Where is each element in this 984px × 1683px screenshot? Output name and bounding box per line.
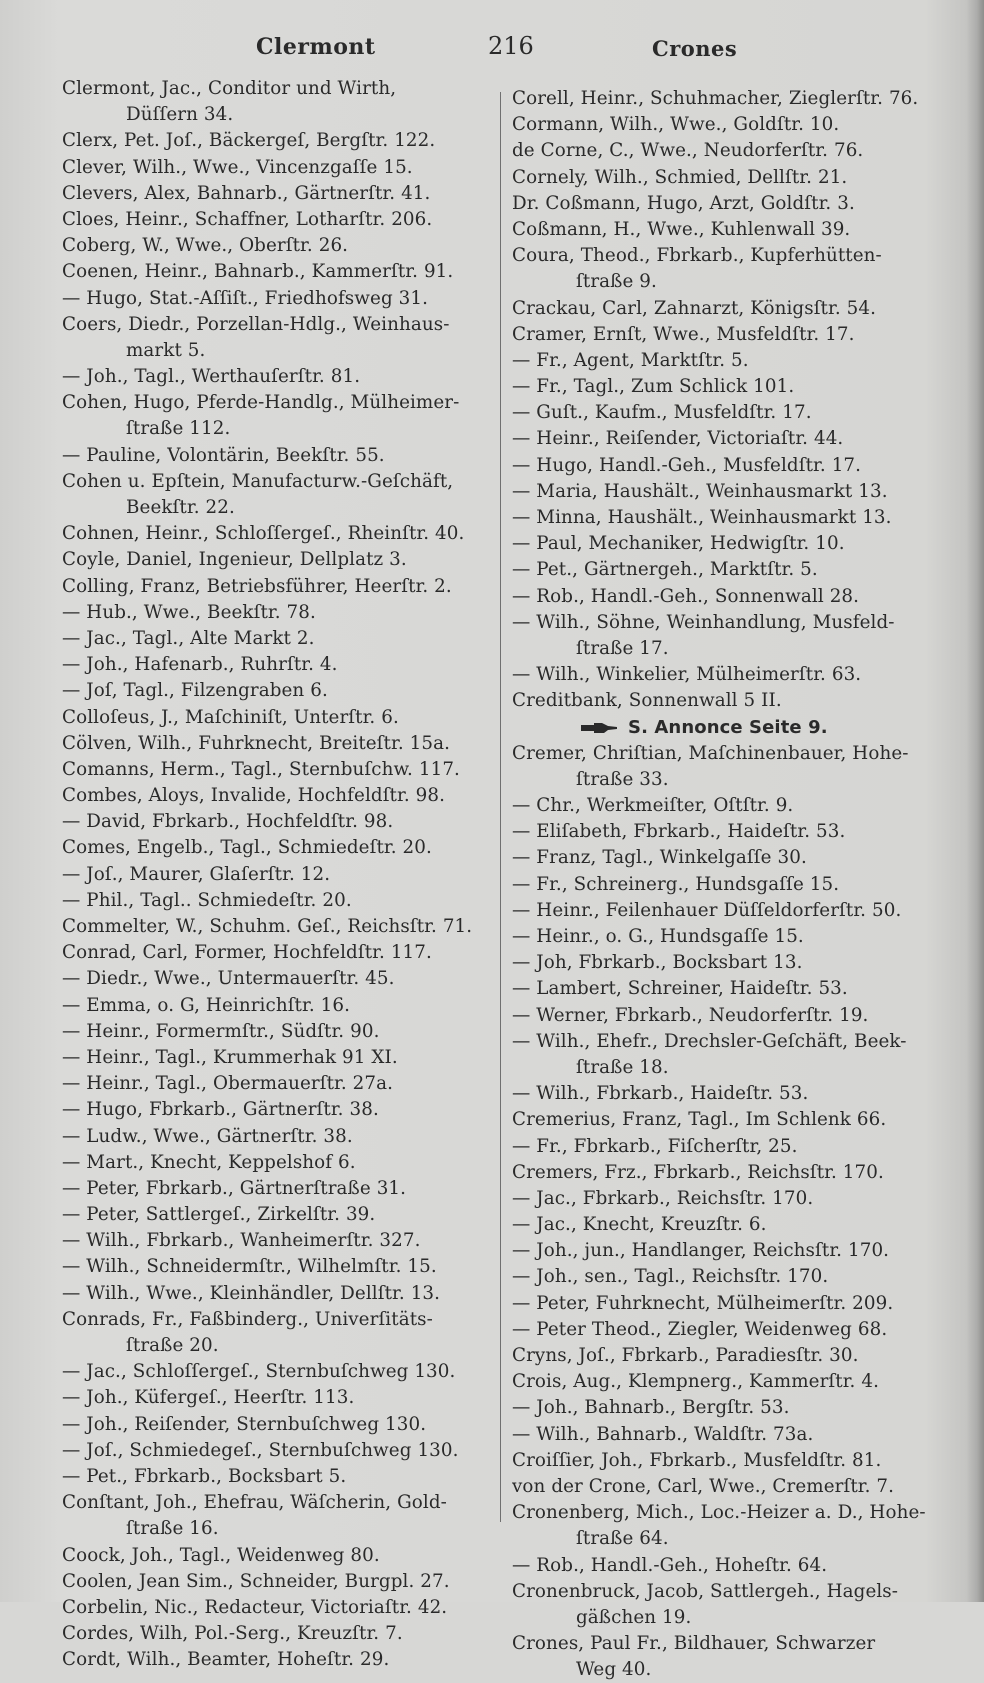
right-entry	[512, 322, 948, 348]
entry-text: — Heinr., Reiſender, Victoriaſtr. 44.	[512, 428, 844, 450]
right-entry	[512, 1448, 948, 1474]
entry-text: — Rob., Handl.-Geh., Hoheſtr. 64.	[512, 1554, 828, 1576]
entry-text: Coßmann, H., Wwe., Kuhlenwall 39.	[512, 218, 851, 240]
entry-text: de Corne, C., Wwe., Neudorferſtr. 76.	[512, 140, 864, 162]
right-entry-continuation	[512, 636, 948, 662]
entry-text: Clermont, Jac., Conditor und Wirth,	[62, 78, 397, 99]
right-entry	[512, 243, 948, 269]
left-entry	[62, 364, 494, 390]
entry-text: — Fr., Agent, Marktſtr. 5.	[512, 349, 749, 371]
entry-text: — Jac., Tagl., Alte Markt 2.	[62, 627, 315, 649]
entry-text: — Joh., Tagl., Werthauſerſtr. 81.	[62, 366, 361, 388]
right-entry	[512, 741, 948, 767]
right-entry	[512, 1081, 948, 1107]
entry-text: Clever, Wilh., Wwe., Vincenzgaſſe 15.	[62, 156, 413, 178]
left-entry	[62, 862, 494, 888]
left-entry	[62, 705, 494, 731]
left-entry	[62, 1412, 494, 1438]
entry-text: — Phil., Tagl.. Schmiedeſtr. 20.	[62, 889, 352, 911]
page-number: 216	[488, 32, 534, 60]
entry-text: — Diedr., Wwe., Untermauerſtr. 45.	[62, 968, 395, 990]
entry-text: — Hugo, Stat.-Aſſiſt., Friedhofsweg 31.	[62, 287, 429, 309]
left-entry	[62, 1071, 494, 1097]
entry-text: — Joſ., Maurer, Glaſerſtr. 12.	[62, 863, 331, 885]
left-entry	[62, 1595, 494, 1621]
entry-text: — Pet., Gärtnergeh., Marktſtr. 5.	[512, 559, 818, 581]
left-entry	[62, 1045, 494, 1071]
right-entry	[512, 1343, 948, 1369]
entry-text: Cremer, Chriſtian, Maſchinenbauer, Hohe-	[512, 742, 909, 764]
right-entry-continuation	[512, 1657, 948, 1683]
left-entry	[62, 1569, 494, 1595]
entry-text: — Wilh., Schneidermſtr., Wilhelmſtr. 15.	[62, 1256, 437, 1278]
right-entry	[512, 1553, 948, 1579]
left-entry	[62, 286, 494, 312]
right-entry	[512, 505, 948, 531]
right-entry	[512, 1317, 948, 1343]
entry-text: Cornely, Wilh., Schmied, Dellſtr. 21.	[512, 166, 848, 188]
entry-text: — Heinr., o. G., Hundsgaſſe 15.	[512, 926, 804, 947]
entry-text: — Wilh., Ehefr., Drechsler-Geſchäft, Beek-	[512, 1030, 907, 1052]
left-entry	[62, 1150, 494, 1176]
entry-text: — Eliſabeth, Fbrkarb., Haideſtr. 53.	[512, 821, 846, 843]
right-entry	[512, 793, 948, 819]
entry-text: Cronenberg, Mich., Loc.-Heizer a. D., Hohe-	[512, 1502, 926, 1524]
right-entry	[512, 1500, 948, 1526]
entry-text: gäßchen 19.	[576, 1606, 692, 1628]
entry-text: — Joh., jun., Handlanger, Reichsſtr. 170.	[512, 1240, 890, 1262]
left-entry-continuation	[62, 1516, 494, 1542]
entry-text: Crois, Aug., Klempnerg., Kammerſtr. 4.	[512, 1371, 880, 1393]
entry-text: — Franz, Tagl., Winkelgaſſe 30.	[512, 847, 807, 869]
right-entry	[512, 924, 948, 950]
left-entry	[62, 259, 494, 285]
right-entry	[512, 165, 948, 191]
entry-text: ſtraße 17.	[576, 637, 669, 659]
right-entry	[512, 1395, 948, 1421]
entry-text: Cloes, Heinr., Schaffner, Lotharſtr. 206.	[62, 208, 433, 230]
entry-text: — Lambert, Schreiner, Haideſtr. 53.	[512, 978, 848, 1000]
header-right-keyword: Crones	[652, 36, 738, 61]
header-left-keyword: Clermont	[256, 34, 376, 60]
entry-text: — Wilh., Bahnarb., Waldſtr. 73a.	[512, 1423, 814, 1445]
right-column	[512, 86, 948, 1683]
right-entry	[512, 872, 948, 898]
left-entry	[62, 1385, 494, 1411]
entry-text: — Ludw., Wwe., Gärtnerſtr. 38.	[62, 1125, 353, 1147]
entry-text: Cordt, Wilh., Beamter, Hoheſtr. 29.	[62, 1649, 390, 1671]
right-entry	[512, 950, 948, 976]
right-entry	[512, 1264, 948, 1290]
entry-text: — Guſt., Kaufm., Musfeldſtr. 17.	[512, 402, 812, 424]
column-divider	[500, 92, 501, 1522]
right-entry	[512, 426, 948, 452]
entry-text: Comes, Engelb., Tagl., Schmiedeſtr. 20.	[62, 837, 432, 859]
right-entry	[512, 531, 948, 557]
right-entry	[512, 1238, 948, 1264]
right-entry	[512, 1107, 948, 1133]
entry-text: Coberg, W., Wwe., Oberſtr. 26.	[62, 235, 349, 257]
entry-text: Coock, Joh., Tagl., Weidenweg 80.	[62, 1544, 380, 1566]
left-entry	[62, 181, 494, 207]
right-entry	[512, 1291, 948, 1317]
entry-text: Dr. Coßmann, Hugo, Arzt, Goldſtr. 3.	[512, 192, 855, 214]
entry-text: Cremers, Frz., Fbrkarb., Reichsſtr. 170.	[512, 1161, 884, 1183]
entry-text: von der Crone, Carl, Wwe., Cremerſtr. 7.	[512, 1475, 895, 1497]
left-entry	[62, 1543, 494, 1569]
entry-text: — Joh, Fbrkarb., Bocksbart 13.	[512, 952, 803, 974]
left-entry	[62, 128, 494, 154]
right-entry	[512, 374, 948, 400]
left-entry	[62, 155, 494, 181]
entry-text: — Pauline, Volontärin, Beekſtr. 55.	[62, 444, 385, 466]
left-entry	[62, 652, 494, 678]
entry-text: Conrad, Carl, Former, Hochfeldſtr. 117.	[62, 942, 432, 964]
left-entry	[62, 1438, 494, 1464]
entry-text: Coyle, Daniel, Ingenieur, Dellplatz 3.	[62, 549, 407, 571]
left-entry	[62, 207, 494, 233]
left-entry	[62, 1254, 494, 1280]
left-entry	[62, 835, 494, 861]
right-entry	[512, 1160, 948, 1186]
left-entry	[62, 312, 494, 338]
right-entry	[512, 1579, 948, 1605]
entry-text: Clerx, Pet. Joſ., Bäckergeſ, Bergſtr. 122.	[62, 130, 436, 152]
entry-text: Corbelin, Nic., Redacteur, Victoriaſtr. 42.	[62, 1596, 448, 1618]
right-entry	[512, 191, 948, 217]
right-entry	[512, 453, 948, 479]
right-entry	[512, 1369, 948, 1395]
right-entry-continuation	[512, 767, 948, 793]
left-entry	[62, 678, 494, 704]
right-entry	[512, 584, 948, 610]
entry-text: — David, Fbrkarb., Hochfeldſtr. 98.	[62, 811, 394, 833]
entry-text: Cohen u. Epſtein, Manufacturw.-Geſchäft,	[62, 470, 454, 492]
right-entry	[512, 1422, 948, 1448]
entry-text: Coers, Diedr., Porzellan-Hdlg., Weinhaus-	[62, 313, 450, 335]
entry-text: Coolen, Jean Sim., Schneider, Burgpl. 27.	[62, 1570, 450, 1592]
left-entry	[62, 1647, 494, 1673]
entry-text: — Werner, Fbrkarb., Neudorferſtr. 19.	[512, 1004, 869, 1026]
pointing-hand-icon	[580, 721, 618, 735]
entry-text: — Heinr., Feilenhauer Düſſeldorferſtr. 50.	[512, 899, 902, 921]
entry-text: — Joh., Bahnarb., Bergſtr. 53.	[512, 1397, 790, 1419]
left-entry	[62, 1097, 494, 1123]
entry-text: — Fr., Tagl., Zum Schlick 101.	[512, 376, 795, 398]
right-entry-continuation	[512, 1055, 948, 1081]
left-entry	[62, 574, 494, 600]
right-entry	[512, 976, 948, 1002]
left-entry	[62, 1464, 494, 1490]
left-entry	[62, 1307, 494, 1333]
entry-text: — Mart., Knecht, Keppelshof 6.	[62, 1151, 356, 1173]
entry-text: — Chr., Werkmeiſter, Oſtſtr. 9.	[512, 795, 794, 817]
right-entry	[512, 296, 948, 322]
entry-text: — Hugo, Fbrkarb., Gärtnerſtr. 38.	[62, 1099, 379, 1121]
left-entry	[62, 547, 494, 573]
entry-text: ſtraße 16.	[126, 1518, 219, 1540]
entry-text: Commelter, W., Schuhm. Geſ., Reichsſtr. 71.	[62, 916, 473, 937]
entry-text: ſtraße 18.	[576, 1056, 669, 1078]
entry-text: Creditbank, Sonnenwall 5 II.	[512, 690, 782, 712]
entry-text: — Heinr., Tagl., Krummerhak 91 XI.	[62, 1046, 398, 1068]
entry-text: — Hugo, Handl.-Geh., Musfeldſtr. 17.	[512, 454, 862, 476]
entry-text: Düſſern 34.	[126, 104, 234, 126]
entry-text: Cölven, Wilh., Fuhrknecht, Breiteſtr. 15a.	[62, 732, 451, 754]
left-entry	[62, 1019, 494, 1045]
right-entry	[512, 400, 948, 426]
left-entry	[62, 993, 494, 1019]
left-entry	[62, 469, 494, 495]
right-entry	[512, 86, 948, 112]
right-entry	[512, 1186, 948, 1212]
left-entry	[62, 1490, 494, 1516]
left-entry	[62, 1281, 494, 1307]
left-entry	[62, 443, 494, 469]
entry-text: Croiſſier, Joh., Fbrkarb., Musfeldſtr. 81.	[512, 1449, 882, 1471]
right-entry	[512, 138, 948, 164]
entry-text: Corell, Heinr., Schuhmacher, Zieglerſtr. 76.	[512, 88, 919, 109]
right-entry	[512, 610, 948, 636]
left-entry-continuation	[62, 338, 494, 364]
right-entry	[512, 662, 948, 688]
entry-text: ſtraße 64.	[576, 1528, 669, 1550]
entry-text: S. Annonce Seite 9.	[628, 716, 828, 738]
right-entry-continuation	[512, 1526, 948, 1552]
entry-text: Conſtant, Joh., Ehefrau, Wäſcherin, Gold-	[62, 1492, 447, 1514]
left-entry	[62, 1228, 494, 1254]
entry-text: Comanns, Herm., Tagl., Sternbuſchw. 117.	[62, 758, 460, 780]
right-entry	[512, 1134, 948, 1160]
entry-text: — Joh., Küfergeſ., Heerſtr. 113.	[62, 1387, 355, 1409]
entry-text: — Peter Theod., Ziegler, Weidenweg 68.	[512, 1318, 888, 1340]
left-entry	[62, 1176, 494, 1202]
entry-text: — Peter, Fbrkarb., Gärtnerſtraße 31.	[62, 1177, 407, 1199]
entry-text: Colloſeus, J., Maſchiniſt, Unterſtr. 6.	[62, 706, 399, 728]
entry-text: — Rob., Handl.-Geh., Sonnenwall 28.	[512, 585, 860, 607]
right-entry	[512, 1029, 948, 1055]
entry-text: — Pet., Fbrkarb., Bocksbart 5.	[62, 1465, 347, 1487]
entry-text: Coenen, Heinr., Bahnarb., Kammerſtr. 91.	[62, 261, 454, 283]
entry-text: Coura, Theod., Fbrkarb., Kupferhütten-	[512, 245, 882, 267]
right-entry	[512, 217, 948, 243]
entry-text: — Jac., Schloſſergeſ., Sternbuſchweg 130.	[62, 1361, 456, 1383]
entry-text: Cormann, Wilh., Wwe., Goldſtr. 10.	[512, 114, 840, 136]
left-entry-continuation	[62, 416, 494, 442]
left-entry	[62, 76, 494, 102]
right-entry-continuation	[512, 1605, 948, 1631]
left-entry	[62, 1359, 494, 1385]
left-entry	[62, 940, 494, 966]
left-column	[62, 76, 494, 1673]
page-header	[60, 34, 940, 66]
entry-text: ſtraße 20.	[126, 1335, 219, 1356]
entry-text: — Joſ, Tagl., Filzengraben 6.	[62, 680, 328, 702]
left-entry	[62, 914, 494, 940]
entry-text: — Fr., Fbrkarb., Fiſcherſtr, 25.	[512, 1135, 798, 1157]
entry-text: — Joh., Hafenarb., Ruhrſtr. 4.	[62, 654, 338, 676]
right-entry-continuation	[512, 269, 948, 295]
entry-text: Colling, Franz, Betriebsführer, Heerſtr. 2.	[62, 575, 452, 597]
entry-text: Combes, Aloys, Invalide, Hochfeldſtr. 98.	[62, 785, 446, 807]
right-entry	[512, 1631, 948, 1657]
entry-text: Conrads, Fr., Faßbinderg., Univerſitäts-	[62, 1308, 433, 1330]
entry-text: — Peter, Fuhrknecht, Mülheimerſtr. 209.	[512, 1292, 894, 1314]
left-entry	[62, 888, 494, 914]
entry-text: — Peter, Sattlergeſ., Zirkelſtr. 39.	[62, 1204, 376, 1226]
right-entry	[512, 845, 948, 871]
entry-text: — Wilh., Wwe., Kleinhändler, Dellſtr. 13.	[62, 1282, 441, 1304]
entry-text: Cramer, Ernſt, Wwe., Musfeldſtr. 17.	[512, 323, 855, 345]
entry-text: — Wilh., Winkelier, Mülheimerſtr. 63.	[512, 664, 862, 686]
left-entry	[62, 600, 494, 626]
right-entry	[512, 557, 948, 583]
entry-text: — Paul, Mechaniker, Hedwigſtr. 10.	[512, 533, 845, 555]
left-entry	[62, 783, 494, 809]
entry-text: — Wilh., Söhne, Weinhandlung, Musfeld-	[512, 611, 895, 633]
entry-text: Crones, Paul Fr., Bildhauer, Schwarzer	[512, 1633, 876, 1655]
page-edge-shadow	[966, 0, 984, 1602]
entry-text: — Maria, Haushält., Weinhausmarkt 13.	[512, 480, 888, 502]
right-entry	[512, 1212, 948, 1238]
left-entry	[62, 966, 494, 992]
entry-text: — Heinr., Tagl., Obermauerſtr. 27a.	[62, 1073, 394, 1095]
entry-text: Crackau, Carl, Zahnarzt, Königsſtr. 54.	[512, 297, 877, 319]
entry-text: Cronenbruck, Jacob, Sattlergeh., Hagels-	[512, 1580, 899, 1602]
entry-text: — Jac., Fbrkarb., Reichsſtr. 170.	[512, 1187, 814, 1209]
left-entry	[62, 1621, 494, 1647]
entry-text: markt 5.	[126, 339, 206, 361]
entry-text: Cordes, Wilh, Pol.-Serg., Kreuzſtr. 7.	[62, 1623, 403, 1645]
entry-text: — Joſ., Schmiedegeſ., Sternbuſchweg 130.	[62, 1439, 459, 1461]
left-entry	[62, 1202, 494, 1228]
entry-text: Clevers, Alex, Bahnarb., Gärtnerſtr. 41.	[62, 182, 431, 204]
right-annonce-reference	[512, 715, 948, 741]
left-entry	[62, 233, 494, 259]
entry-text: Weg 40.	[576, 1659, 652, 1681]
entry-text: Beekſtr. 22.	[126, 497, 235, 518]
right-entry	[512, 479, 948, 505]
left-entry-continuation	[62, 495, 494, 521]
left-entry	[62, 521, 494, 547]
entry-text: — Jac., Knecht, Kreuzſtr. 6.	[512, 1214, 767, 1236]
entry-text: — Joh., Reiſender, Sternbuſchweg 130.	[62, 1413, 427, 1435]
entry-text: Cohnen, Heinr., Schloſſergeſ., Rheinſtr. 40.	[62, 523, 465, 545]
right-entry	[512, 112, 948, 138]
right-entry	[512, 1003, 948, 1029]
entry-text: — Emma, o. G, Heinrichſtr. 16.	[62, 994, 351, 1016]
left-entry	[62, 1124, 494, 1150]
right-entry	[512, 1474, 948, 1500]
entry-text: — Wilh., Fbrkarb., Wanheimerſtr. 327.	[62, 1230, 421, 1252]
left-entry	[62, 809, 494, 835]
entry-text: ſtraße 112.	[126, 418, 231, 440]
right-entry	[512, 348, 948, 374]
entry-text: — Wilh., Fbrkarb., Haideſtr. 53.	[512, 1083, 809, 1105]
right-entry	[512, 898, 948, 924]
right-entry	[512, 819, 948, 845]
left-entry-continuation	[62, 102, 494, 128]
entry-text: — Joh., sen., Tagl., Reichsſtr. 170.	[512, 1266, 829, 1288]
left-entry	[62, 757, 494, 783]
right-entry	[512, 688, 948, 714]
entry-text: Cryns, Joſ., Fbrkarb., Paradiesſtr. 30.	[512, 1345, 859, 1366]
entry-text: — Minna, Haushält., Weinhausmarkt 13.	[512, 507, 892, 528]
left-entry	[62, 731, 494, 757]
left-entry-continuation	[62, 1333, 494, 1359]
entry-text: — Heinr., Formermſtr., Südſtr. 90.	[62, 1020, 380, 1042]
entry-text: Cohen, Hugo, Pferde-Handlg., Mülheimer-	[62, 392, 460, 414]
entry-text: Cremerius, Franz, Tagl., Im Schlenk 66.	[512, 1109, 887, 1131]
entry-text: — Hub., Wwe., Beekſtr. 78.	[62, 601, 316, 623]
left-entry	[62, 626, 494, 652]
entry-text: ſtraße 9.	[576, 271, 657, 293]
entry-text: — Fr., Schreinerg., Hundsgaſſe 15.	[512, 873, 840, 895]
entry-text: ſtraße 33.	[576, 768, 669, 790]
left-entry	[62, 390, 494, 416]
